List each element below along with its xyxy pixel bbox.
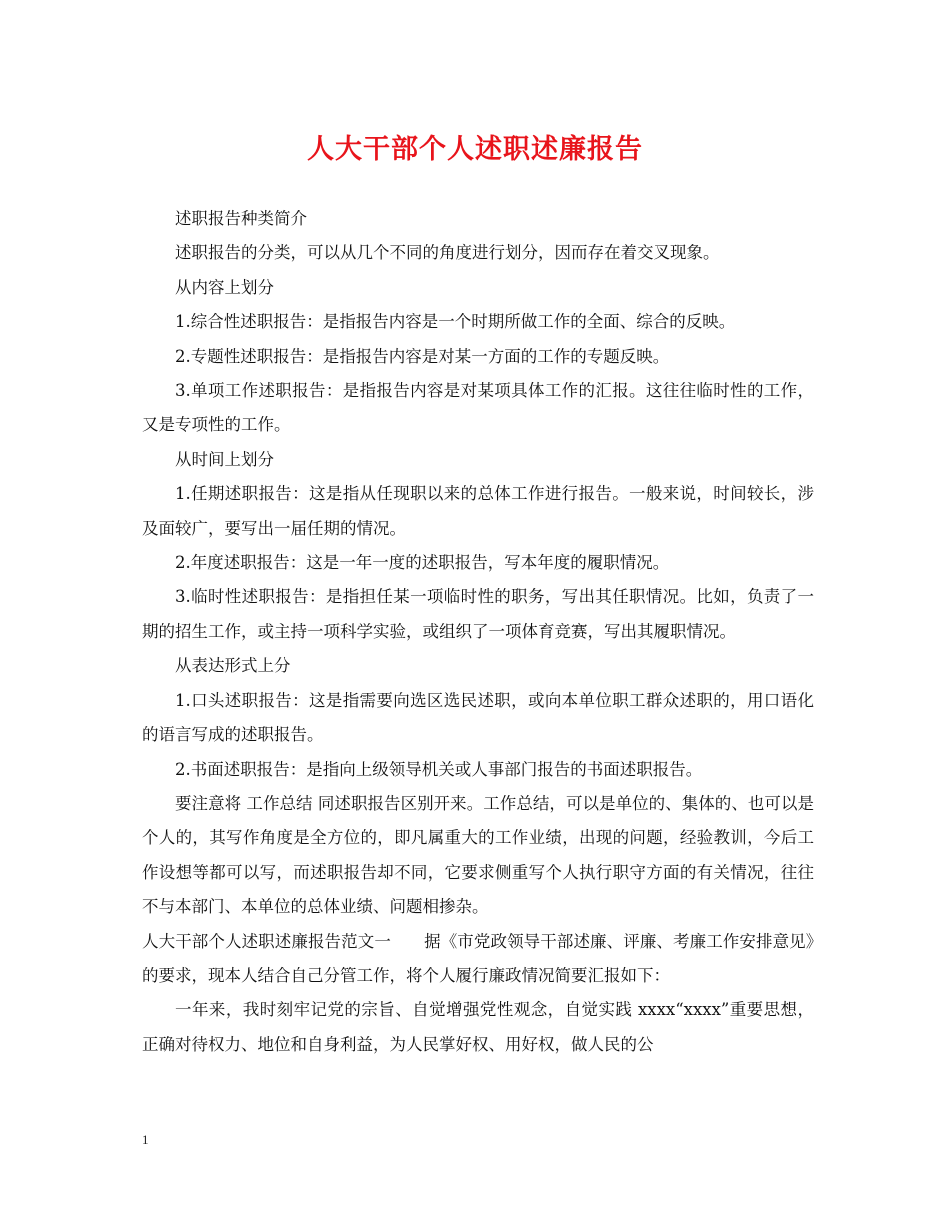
document-body <box>142 202 814 1062</box>
paragraph: 2.专题性述职报告：是指报告内容是对某一方面的工作的专题反映。 <box>175 346 670 366</box>
paragraph: 述职报告的分类，可以从几个不同的角度进行划分，因而存在着交叉现象。 <box>175 243 720 263</box>
paragraph: 从表达形式上分 <box>175 656 291 676</box>
document-title: 人大干部个人述职述廉报告 <box>307 134 643 165</box>
paragraph: 要注意将 工作总结 同述职报告区别开来。工作总结，可以是单位的、集体的、也可以是个人的，其写作角度是全方位的，即凡属重大的工作业绩，出现的问题，经验教训，今后工作设想等都可以写，而述职报告却不同，它要求侧重写个人执行职守方面的有关情况，往往不与本部门、本单位的总体业绩、问题相掺杂。 <box>142 793 814 917</box>
paragraph: 一年来，我时刻牢记党的宗旨、自觉增强党性观念，自觉实践 xxxx“xxxx”重要思想，正确对待权力、地位和自身利益，为人民掌好权、用好权，做人民的公 <box>142 1000 814 1054</box>
paragraph: 从时间上划分 <box>175 449 274 469</box>
paragraph: 1.任期述职报告：这是指从任现职以来的总体工作进行报告。一般来说，时间较长，涉及面较广，要写出一届任期的情况。 <box>142 484 814 538</box>
paragraph: 从内容上划分 <box>175 277 274 297</box>
paragraph: 2.年度述职报告：这是一年一度的述职报告，写本年度的履职情况。 <box>175 553 670 573</box>
paragraph: 1.综合性述职报告：是指报告内容是一个时期所做工作的全面、综合的反映。 <box>175 312 736 332</box>
paragraph: 3.临时性述职报告：是指担任某一项临时性的职务，写出其任职情况。比如，负责了一期的招生工作，或主持一项科学实验，或组织了一项体育竞赛，写出其履职情况。 <box>142 587 814 641</box>
paragraph: 人大干部个人述职述廉报告范文一 据《市党政领导干部述廉、评廉、考廉工作安排意见》的要求，现本人结合自己分管工作，将个人履行廉政情况简要汇报如下： <box>142 931 814 985</box>
paragraph: 2.书面述职报告：是指向上级领导机关或人事部门报告的书面述职报告。 <box>175 759 703 779</box>
paragraph: 述职报告种类简介 <box>175 209 307 228</box>
page-number: 1 <box>142 1132 149 1147</box>
paragraph: 1.口头述职报告：这是指需要向选区选民述职，或向本单位职工群众述职的，用口语化的语言写成的述职报告。 <box>142 690 814 745</box>
paragraph: 3.单项工作述职报告：是指报告内容是对某项具体工作的汇报。这往往临时性的工作，又是专项性的工作。 <box>142 381 814 435</box>
